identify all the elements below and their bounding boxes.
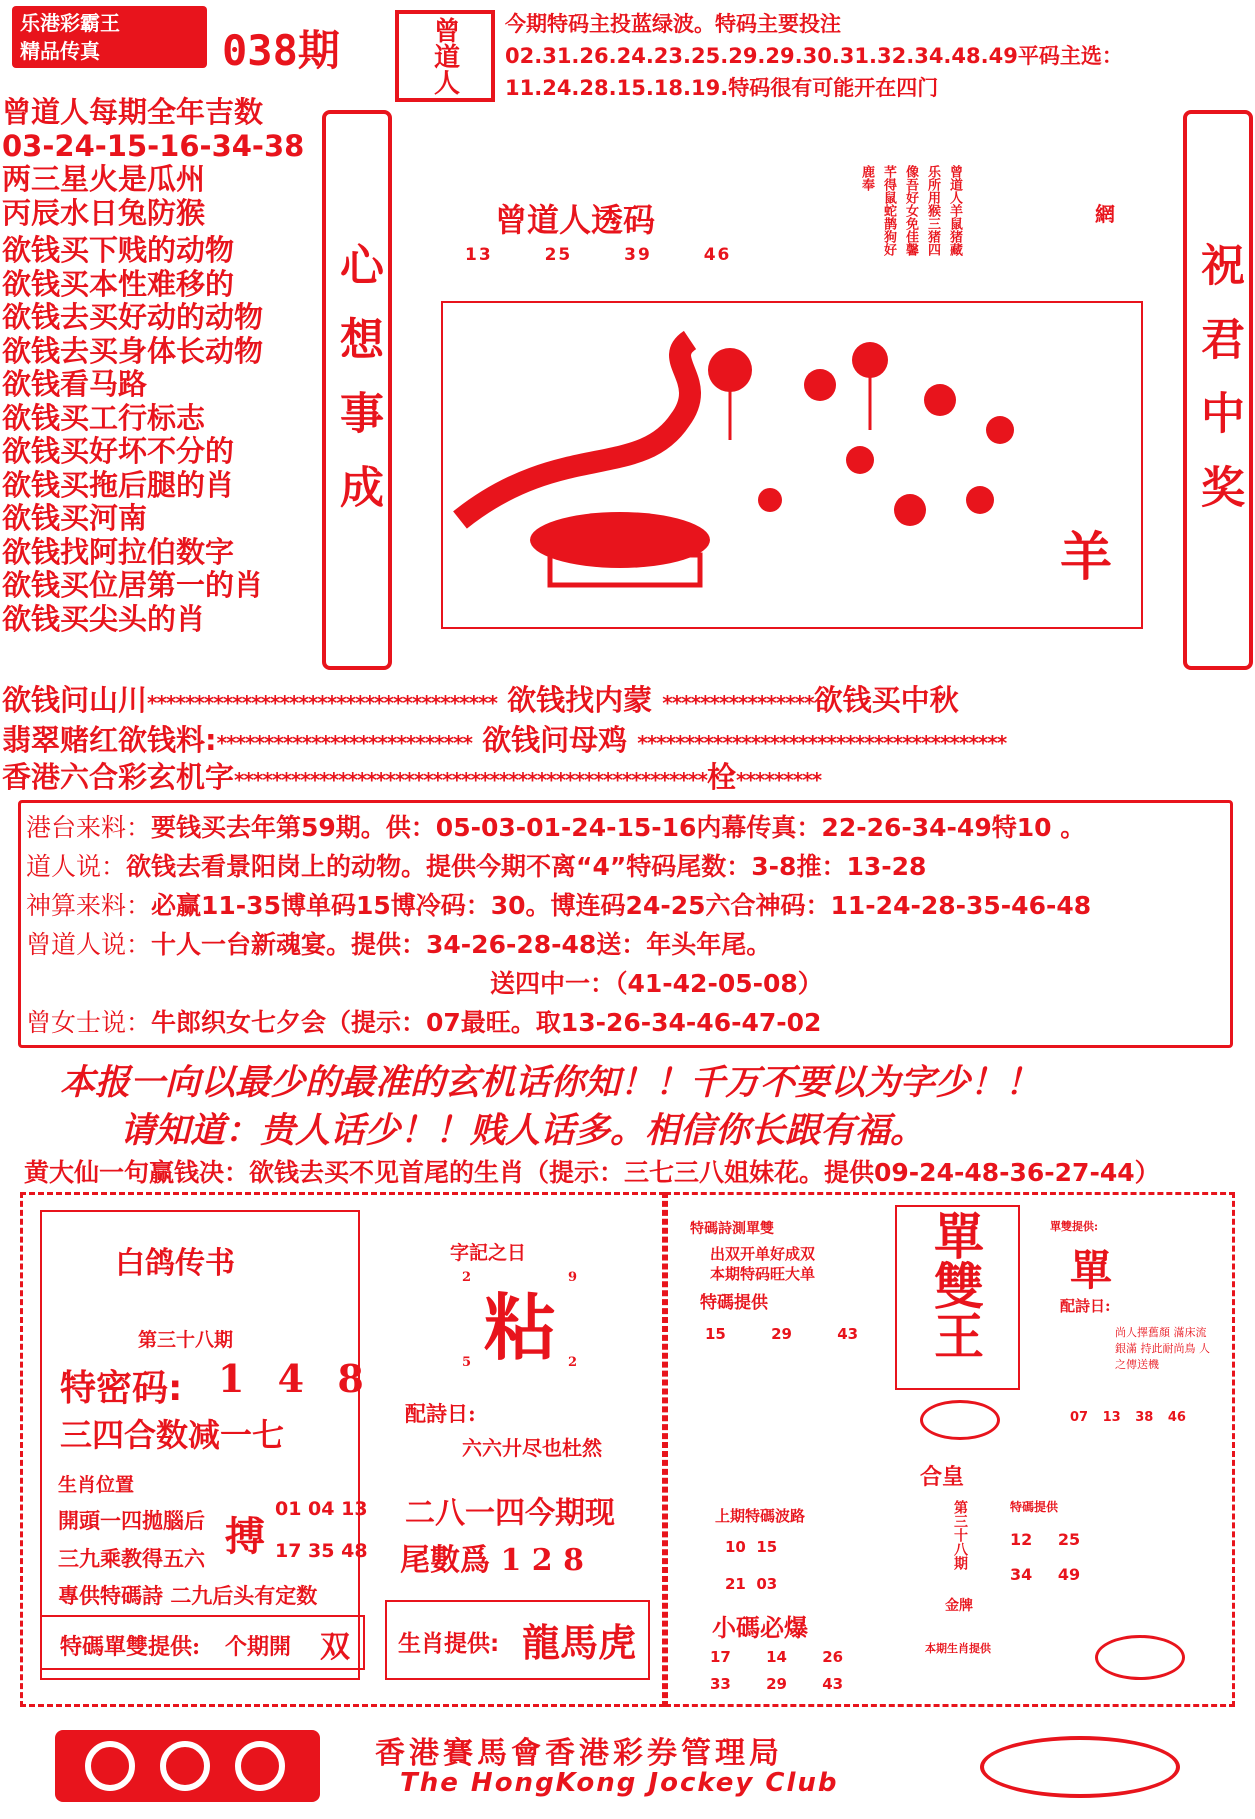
huang-daxian-line: 黄大仙一句赢钱决：欲钱去买不见首尾的生肖（提示：三七三八姐妹花。提供09-24-48-36-27-44） — [24, 1158, 1160, 1187]
info-row-5: 送四中一：（41-42-05-08） — [490, 969, 823, 998]
flower-emblem — [920, 1400, 1000, 1440]
logo-swirl-icon — [55, 1730, 320, 1802]
left-line: 欲钱买好坏不分的 — [2, 434, 235, 468]
info-row-6 — [26, 1003, 821, 1039]
special-poem-b: 二九后头有定数 — [170, 1583, 318, 1608]
header-prediction-text: 今期特码主投蓝绿波。特码主要投注02.31.26.24.23.25.29.29.30.31.32.34.48.49平码主选：11.24.28.15.18.19.特码很有可能开在四门 — [505, 12, 1123, 100]
period-label: 第三十八期 — [138, 1329, 234, 1351]
lottery-logo — [55, 1730, 320, 1802]
brand-logo — [12, 6, 207, 68]
poem-label: 配詩日: — [405, 1401, 476, 1426]
scroll-right-text: 祝君中奖 — [1193, 242, 1244, 538]
last-bo-row-1: 10 15 — [725, 1538, 778, 1556]
ds-label: 特碼單雙提供: — [60, 1634, 201, 1660]
last-bo-row-2: 21 03 — [725, 1575, 778, 1593]
zi-corner-5: 5 — [462, 1355, 472, 1370]
small-code-row-2: 33 29 43 — [710, 1675, 844, 1693]
gold-label: 金牌 — [945, 1598, 973, 1614]
scroll-zodiac-char: 羊 — [1060, 528, 1113, 588]
left-line: 欲钱去买身体长动物 — [2, 333, 264, 368]
poem-right-text: 尚人擇舊顏 滿床流銀滿 持此耐尚鳥 人之傳送機 — [1115, 1326, 1210, 1371]
star-l2a: 翡翠赌红欲钱料: — [2, 723, 217, 757]
zodiac-provide-label-b: 本期生肖提供 — [925, 1642, 991, 1655]
left-line: 欲钱买下贱的动物 — [2, 233, 235, 267]
info-text: 要钱买去年第59期。供：05-03-01-24-15-16内幕传真：22-26-34-49特10 。 — [151, 813, 1086, 842]
scroll-numbers: 13 25 39 46 — [465, 245, 732, 265]
left-line: 欲钱买位居第一的肖 — [2, 568, 264, 602]
star-line-2 — [2, 718, 1006, 759]
tmp-label: 特碼提供 — [1010, 1500, 1059, 1514]
slogan-2: 请知道：贵人话少！！贱人话多。相信你长跟有福。 — [120, 1110, 926, 1151]
tmp-row-1: 12 25 — [1010, 1530, 1081, 1549]
tema-label: 特密码: — [60, 1368, 183, 1409]
zi-corner-9: 9 — [568, 1270, 578, 1285]
left-line: 欲钱买尖头的肖 — [2, 601, 206, 636]
dsw-provide-label: 單雙提供: — [1050, 1220, 1099, 1233]
star-l1c: 欲钱买中秋 — [813, 683, 959, 717]
ds-poem-2: 本期特码旺大单 — [710, 1265, 816, 1283]
left-line: 两三星火是瓜州 — [2, 162, 206, 196]
info-text: 欲钱去看景阳岗上的动物。提供今期不离“4”特码尾数：3-8推：13-28 — [126, 852, 927, 881]
left-line: 欲钱买拖后腿的肖 — [2, 467, 235, 502]
dsw-title: 單雙王 — [926, 1210, 985, 1360]
last-bo-label: 上期特碼波路 — [715, 1507, 806, 1525]
left-line: 欲钱买工行标志 — [2, 400, 206, 435]
tail-number-line: 尾數爲 1 2 8 — [400, 1543, 584, 1578]
stars: ************************************* — [147, 691, 497, 715]
zodiac-position-label: 生肖位置 — [58, 1474, 135, 1496]
stars: *************************************** — [637, 731, 1007, 755]
stars: *************************** — [216, 731, 473, 755]
issue-number: 038期 — [222, 26, 340, 75]
stars: **************** — [662, 691, 814, 715]
landscape-painting — [440, 300, 1180, 630]
info-row-2 — [26, 847, 926, 883]
zodiac-position-1: 開頭一四拋腦后 — [58, 1508, 205, 1533]
seal-text: 曾道人 — [429, 17, 460, 95]
zi-title: 字記之日 — [450, 1242, 527, 1264]
bo-numbers-2: 17 35 48 — [275, 1540, 368, 1562]
info-text: 十人一台新魂宴。提供：34-26-28-48送：年头年尾。 — [151, 930, 772, 959]
info-label: 道人说： — [26, 852, 127, 881]
slogan-1: 本报一向以最少的最准的玄机话你知！！千万不要以为字少！！ — [60, 1062, 1041, 1103]
footer-english-title: The HongKong Jockey Club — [400, 1768, 839, 1798]
info-row-1 — [26, 808, 1085, 844]
scroll-left-banner — [322, 110, 392, 670]
star-line-1 — [2, 678, 959, 719]
footer-chinese-title: 香港賽馬會香港彩券管理局 — [375, 1736, 783, 1771]
poem-text: 六六廾尽也杜然 — [462, 1436, 602, 1460]
zi-corner-2: 2 — [462, 1270, 472, 1285]
left-riddle-column — [2, 96, 332, 636]
scroll-title: 曾道人透码 — [495, 201, 656, 239]
left-line: 丙辰水日兔防猴 — [2, 195, 206, 230]
stars: ********* — [735, 768, 822, 792]
zodiac-provide-label: 生肖提供: — [398, 1631, 500, 1657]
tmp-row-2: 34 49 — [1010, 1565, 1081, 1584]
star-line-3 — [2, 755, 821, 796]
left-line: 欲钱买河南 — [2, 501, 148, 535]
ds-poem-title: 特碼詩測單雙 — [690, 1221, 774, 1237]
star-l2b: 欲钱问母鸡 — [482, 723, 628, 757]
info-label: 神算来料： — [26, 891, 152, 920]
scroll-net-char: 網 — [1095, 202, 1115, 226]
logo-line1: 乐港彩霸王 — [20, 11, 120, 35]
left-line: 欲钱看马路 — [2, 367, 148, 401]
scroll-left-text: 心想事成 — [332, 242, 383, 538]
tema-numbers: 1 4 8 — [218, 1356, 374, 1401]
ds-poem-1: 出双开单好成双 — [710, 1245, 816, 1263]
special-poem-label — [58, 1580, 317, 1610]
info-label: 港台来料： — [26, 813, 152, 842]
zodiac-provide-value: 龍馬虎 — [522, 1620, 637, 1665]
star-l1b: 欲钱找内蒙 — [507, 683, 653, 717]
left-line: 03-24-15-16-34-38 — [2, 128, 305, 163]
dsw-char: 單 — [1070, 1246, 1113, 1295]
small-code-label: 小碼必爆 — [712, 1614, 808, 1642]
info-text: 牛郎织女七夕会（提示：07最旺。取13-26-34-46-47-02 — [151, 1008, 822, 1037]
info-row-4 — [26, 925, 771, 961]
ds-value: 双 — [320, 1630, 350, 1665]
zi-corner-2b: 2 — [568, 1355, 578, 1370]
zi-char: 粘 — [484, 1285, 557, 1370]
small-code-row-1: 17 14 26 — [710, 1648, 844, 1666]
dao-seal — [395, 10, 495, 102]
star-l3a: 香港六合彩玄机字 — [2, 760, 235, 794]
period-vertical: 第三十八期 — [952, 1500, 968, 1570]
left-line: 欲钱买本性难移的 — [2, 266, 235, 301]
ds-text: 个期開 — [225, 1634, 292, 1660]
poem-right-label: 配詩日: — [1060, 1297, 1111, 1315]
tm-numbers: 15 29 43 — [705, 1325, 859, 1343]
footer-seal-oval — [980, 1736, 1180, 1798]
left-line: 欲钱去买好动的动物 — [2, 300, 264, 334]
bo-numbers-1: 01 04 13 — [275, 1498, 368, 1520]
tm-provide-label: 特碼提供 — [700, 1293, 768, 1313]
info-row-3 — [26, 886, 1091, 922]
tema-hint: 三四合数减一七 — [60, 1416, 285, 1454]
star-l3b: 栓 — [706, 760, 736, 794]
info-label: 曾道人说： — [26, 930, 152, 959]
info-text: 必赢11-35博单码15博冷码：30。博连码24-25六合神码：11-24-28-35-46-48 — [151, 891, 1092, 920]
seal-oval — [1095, 1635, 1185, 1680]
zodiac-position-2: 三九乘教得五六 — [58, 1546, 205, 1571]
logo-line2: 精品传真 — [20, 39, 100, 63]
jin-line: 二八一四今期现 — [405, 1496, 615, 1531]
pigeon-title: 白鸽传书 — [115, 1246, 235, 1281]
star-l1a: 欲钱问山川 — [2, 683, 148, 717]
info-label: 曾女士说： — [26, 1008, 152, 1037]
he-title: 合皇 — [920, 1464, 965, 1490]
scroll-verse: 曾道人羊鼠猪藏乐所用猴三猪四像吾好女免佳馨芊得鼠蛇鹊狗好鹿奉 — [859, 165, 962, 256]
left-line: 曾道人每期全年吉数 — [2, 95, 264, 129]
q-numbers: 07 13 38 46 — [1070, 1410, 1186, 1425]
special-poem-a: 專供特碼詩 — [58, 1583, 163, 1608]
stars: ************************************************** — [234, 768, 707, 792]
left-line: 欲钱找阿拉伯数字 — [2, 534, 235, 569]
bo-char: 搏 — [225, 1513, 265, 1560]
scroll-right-banner — [1183, 110, 1253, 670]
